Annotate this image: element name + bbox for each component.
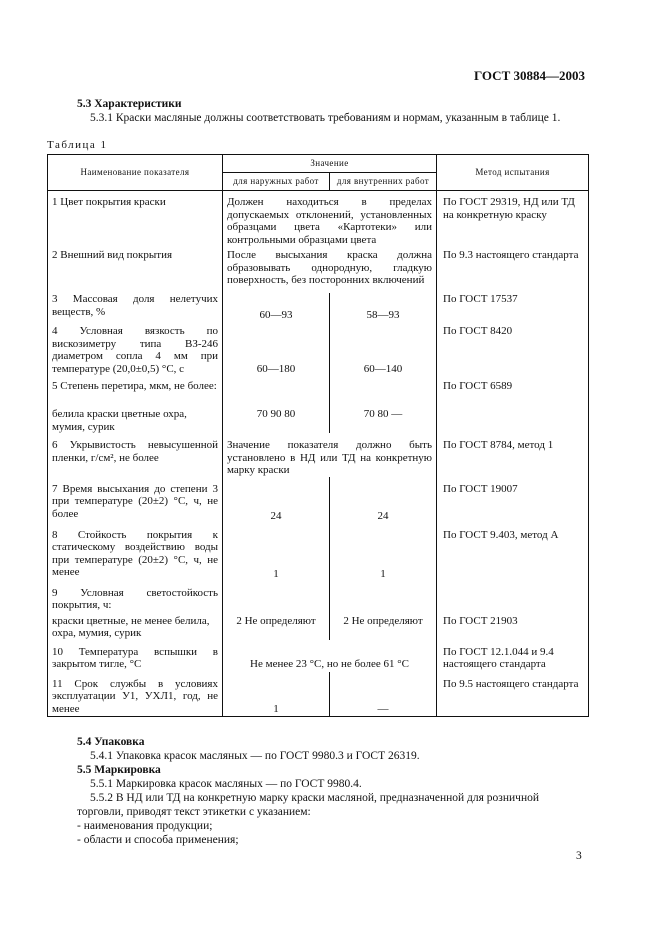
subrow-outdoor: 80 [284,408,296,420]
row-outdoor: 1 [223,523,330,581]
row-name: 11 Срок службы в условиях эксплуатации У1, УХЛ1, год, не менее [48,672,223,717]
row-method: По ГОСТ 29319, НД или ТД на конкретную краску [437,191,589,247]
row-method: По 9.5 настоящего стандарта [437,672,589,717]
paragraph-5-4-1: 5.4.1 Упаковка красок масляных — по ГОСТ 9980.3 и ГОСТ 26319. [90,750,420,762]
row-name: 7 Время высыхания до степени 3 при температуре (20±2) °С, ч, не более [48,477,223,523]
row-indoor: 60—140 [330,321,437,375]
row-method: По ГОСТ 21903 [437,613,589,640]
row-indoor: — [330,672,437,717]
table-row [48,523,589,581]
paragraph-5-5-1: 5.5.1 Маркировка красок масляных — по ГОСТ 9980.4. [90,778,362,790]
row-merged-value: Должен находиться в пределах допускаемых отклонений, установленных образцами цвета «Картотеки» или контрольными образцами цвета [223,191,437,247]
row-name: 9 Условная светостойкость покрытия, ч: [48,581,223,613]
section-title-5-3: 5.3 Характеристики [77,98,182,110]
subrow-indoor: 80 [377,408,389,420]
table-row [48,191,589,247]
subrow-name: охра, мумия, сурик [52,408,187,433]
row-name: 10 Температура вспышки в закрытом тигле, °С [48,640,223,672]
header-indoor: для внутренних работ [330,173,437,191]
subrow-outdoor: 2 [236,614,242,627]
subrow-indoor: 2 [343,614,349,627]
row-merged-value: Значение показателя должно быть установлено в НД или ТД на конкретную марку краски [223,433,437,477]
subrow-name: белила [52,408,85,420]
standard-code: ГОСТ 30884—2003 [473,68,585,83]
table-row [48,640,589,672]
header-outdoor: для наружных работ [223,173,330,191]
subrow-indoor: Не определяют [351,614,423,627]
table-row [48,321,589,375]
subrow-outdoor: Не определяют [244,614,316,627]
list-item: - области и способа применения; [77,834,239,846]
paragraph-5-3-1: 5.3.1 Краски масляные должны соответствовать требованиям и нормам, указанным в таблице 1. [90,112,561,124]
row-merged-value: Не менее 23 °С, но не более 61 °С [223,640,437,672]
row-method: По ГОСТ 12.1.044 и 9.4 настоящего стандарта [437,640,589,672]
row-method: По 9.3 настоящего стандарта [437,246,589,293]
row-outdoor: 60—93 [223,293,330,321]
table-subrow [48,404,589,433]
table-row [48,375,589,404]
header-value: Значение [223,155,437,173]
table-row [48,246,589,293]
table-row [48,293,589,321]
row-method: По ГОСТ 6589 [437,375,589,404]
subrow-outdoor: 70 [256,408,268,420]
subrow-outdoor: 90 [270,408,282,420]
table-row [48,433,589,477]
header-indicator: Наименование показателя [48,155,223,191]
specification-table [47,154,589,717]
row-indoor: 1 [330,523,437,581]
subrow-indoor: — [391,408,403,420]
row-method: По ГОСТ 8420 [437,321,589,375]
subrow-name: белила, охра, мумия, сурик [52,614,210,639]
row-name: 3 Массовая доля нелетучих веществ, % [48,293,223,321]
row-name: 4 Условная вязкость по вискозиметру типа ВЗ-246 диаметром сопла 4 мм при температуре (20,0±0,5) °С, с [48,321,223,375]
row-method: По ГОСТ 17537 [437,293,589,321]
row-outdoor: 60—180 [223,321,330,375]
list-item: - наименования продукции; [77,820,213,832]
row-name: 1 Цвет покрытия краски [48,191,223,247]
section-title-5-5: 5.5 Маркировка [77,764,161,776]
table-row [48,581,589,613]
row-name: 6 Укрывистость невысушенной пленки, г/см², не более [48,433,223,477]
row-method: По ГОСТ 19007 [437,477,589,523]
row-outdoor: 24 [223,477,330,523]
table-row [48,477,589,523]
row-outdoor: 1 [223,672,330,717]
page-number: 3 [576,850,582,862]
section-title-5-4: 5.4 Упаковка [77,736,145,748]
subrow-name: краски цветные [86,408,161,420]
row-name: 8 Стойкость покрытия к статическому воздействию воды при температуре (20±2) °С, ч, не менее [48,523,223,581]
row-method: По ГОСТ 8784, метод 1 [437,433,589,477]
row-indoor: 58—93 [330,293,437,321]
table-label: Таблица 1 [47,139,108,151]
row-name: 2 Внешний вид покрытия [48,246,223,293]
paragraph-5-5-2-line1: 5.5.2 В НД или ТД на конкретную марку краски масляной, предназначенной для розничной [90,792,540,804]
row-name: 5 Степень перетира, мкм, не более: [48,375,223,404]
row-method: По ГОСТ 9.403, метод А [437,523,589,581]
header-method: Метод испытания [437,155,589,191]
row-indoor: 24 [330,477,437,523]
subrow-name: краски цветные, не менее [52,614,172,627]
paragraph-5-5-2-line2: торговли, приводят текст этикетки с указанием: [77,806,311,818]
table-row [48,672,589,717]
table-subrow [48,613,589,640]
subrow-indoor: 70 [363,408,375,420]
row-merged-value: После высыхания краска должна образовывать однородную, гладкую поверхность, без посторонних включений [223,246,437,293]
